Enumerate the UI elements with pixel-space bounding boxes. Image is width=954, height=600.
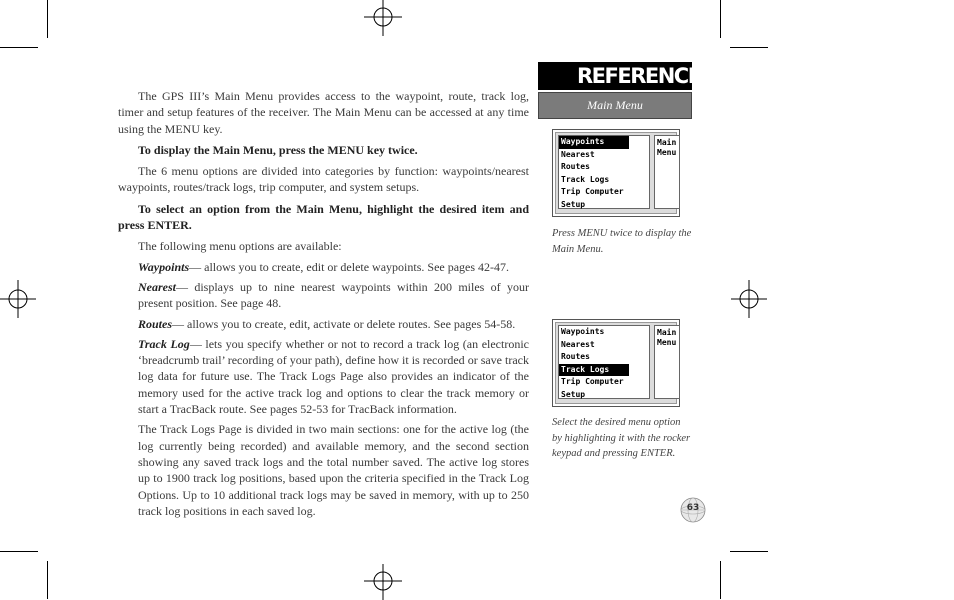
menu-item-routes: Routes: [561, 352, 590, 361]
option-track-log: [118, 336, 529, 417]
screen-title: [654, 325, 680, 399]
section-title: REFERENCE: [538, 62, 692, 90]
option-term: Track Log: [138, 336, 190, 351]
option-nearest: [118, 279, 529, 312]
track-logs-paragraph: The Track Logs Page is divided in two main sections: one for the active log (the log currently being recorded) and available memory, and the second section showing any saved track logs and the total number saved. The active log stores up to 1900 track log positions, based upon the criteria specified in the Track Log Options. Up to 10 additional track logs may be saved in memory, with up to 250 track log positions in each saved log.: [138, 422, 529, 518]
instruction-display-menu: To display the Main Menu, press the MENU key twice.: [138, 142, 418, 157]
available-options-paragraph: The following menu options are available:: [138, 239, 342, 254]
option-description: — displays up to nine nearest waypoints within 200 miles of your present position. See page 48.: [138, 279, 529, 311]
menu-list: [558, 135, 650, 209]
option-term: Routes: [138, 316, 173, 331]
option-term: Waypoints: [138, 259, 190, 274]
caption-display-menu: Press MENU twice to display the Main Menu.: [552, 228, 692, 255]
crop-mark: [720, 561, 721, 599]
crop-mark: [720, 0, 721, 38]
gps-screen-track-logs-selected: [552, 319, 680, 407]
menu-list: [558, 325, 650, 399]
screen-title-line: Main: [657, 328, 677, 337]
registration-mark-icon: [364, 0, 402, 38]
menu-item-track-logs: Track Logs: [559, 364, 629, 377]
option-term: Nearest: [138, 279, 176, 294]
screen-title-line: Main: [657, 138, 677, 147]
menu-item-trip-computer: Trip Computer: [561, 187, 624, 196]
intro-paragraph: The GPS III’s Main Menu provides access to the waypoint, route, track log, timer and setup features of the receiver. The Main Menu can be accessed at any time using the MENU key.: [118, 89, 529, 136]
option-waypoints: [118, 259, 529, 275]
registration-mark-icon: [729, 280, 767, 318]
menu-item-routes: Routes: [561, 162, 590, 171]
menu-item-track-logs: Track Logs: [561, 174, 610, 184]
categories-paragraph: The 6 menu options are divided into categories by function: waypoints/nearest waypoints, routes/track logs, trip computer, and system setups.: [118, 164, 529, 195]
crop-mark: [0, 551, 38, 552]
registration-mark-icon: [0, 280, 38, 318]
screen-title: [654, 135, 680, 209]
crop-mark: [47, 0, 48, 38]
crop-mark: [730, 551, 768, 552]
page-number: 63: [686, 503, 700, 513]
menu-item-setup: Setup: [561, 389, 586, 399]
menu-item-nearest: Nearest: [561, 149, 595, 159]
option-routes: [118, 316, 529, 332]
menu-item-setup: Setup: [561, 199, 586, 209]
option-description: — allows you to create, edit or delete waypoints. See pages 42-47.: [189, 259, 510, 274]
body-text-column: [118, 88, 529, 523]
menu-item-waypoints: Waypoints: [559, 136, 629, 149]
crop-mark: [0, 47, 38, 48]
lcd-display: [555, 132, 677, 214]
screen-title-line: Menu: [657, 148, 677, 157]
page-number-badge: [680, 497, 706, 523]
screen-title-line: Menu: [657, 338, 677, 347]
menu-item-waypoints: Waypoints: [561, 327, 605, 336]
registration-mark-icon: [364, 562, 402, 600]
menu-item-nearest: Nearest: [561, 339, 595, 349]
instruction-select-option: To select an option from the Main Menu, highlight the desired item and press ENTER.: [118, 201, 529, 233]
option-description: — lets you specify whether or not to record a track log (an electronic ‘breadcrumb trail’ recording of your path), define how it is recorded or save track log data for future use. The Track Logs Page also provides an indicator of the memory used for the active track log and options to clear the track memory or start a TracBack route. See pages 52-53 for TracBack information.: [138, 336, 529, 417]
crop-mark: [47, 561, 48, 599]
option-description: — allows you to create, edit, activate or delete routes. See pages 54-58.: [172, 316, 516, 331]
menu-item-trip-computer: Trip Computer: [561, 377, 624, 386]
lcd-display: [555, 322, 677, 404]
subsection-title: Main Menu: [538, 92, 692, 119]
crop-mark: [730, 47, 768, 48]
gps-screen-main-menu: [552, 129, 680, 217]
caption-select-option: Select the desired menu option by highlighting it with the rocker keypad and pressing ENTER.: [552, 417, 691, 459]
